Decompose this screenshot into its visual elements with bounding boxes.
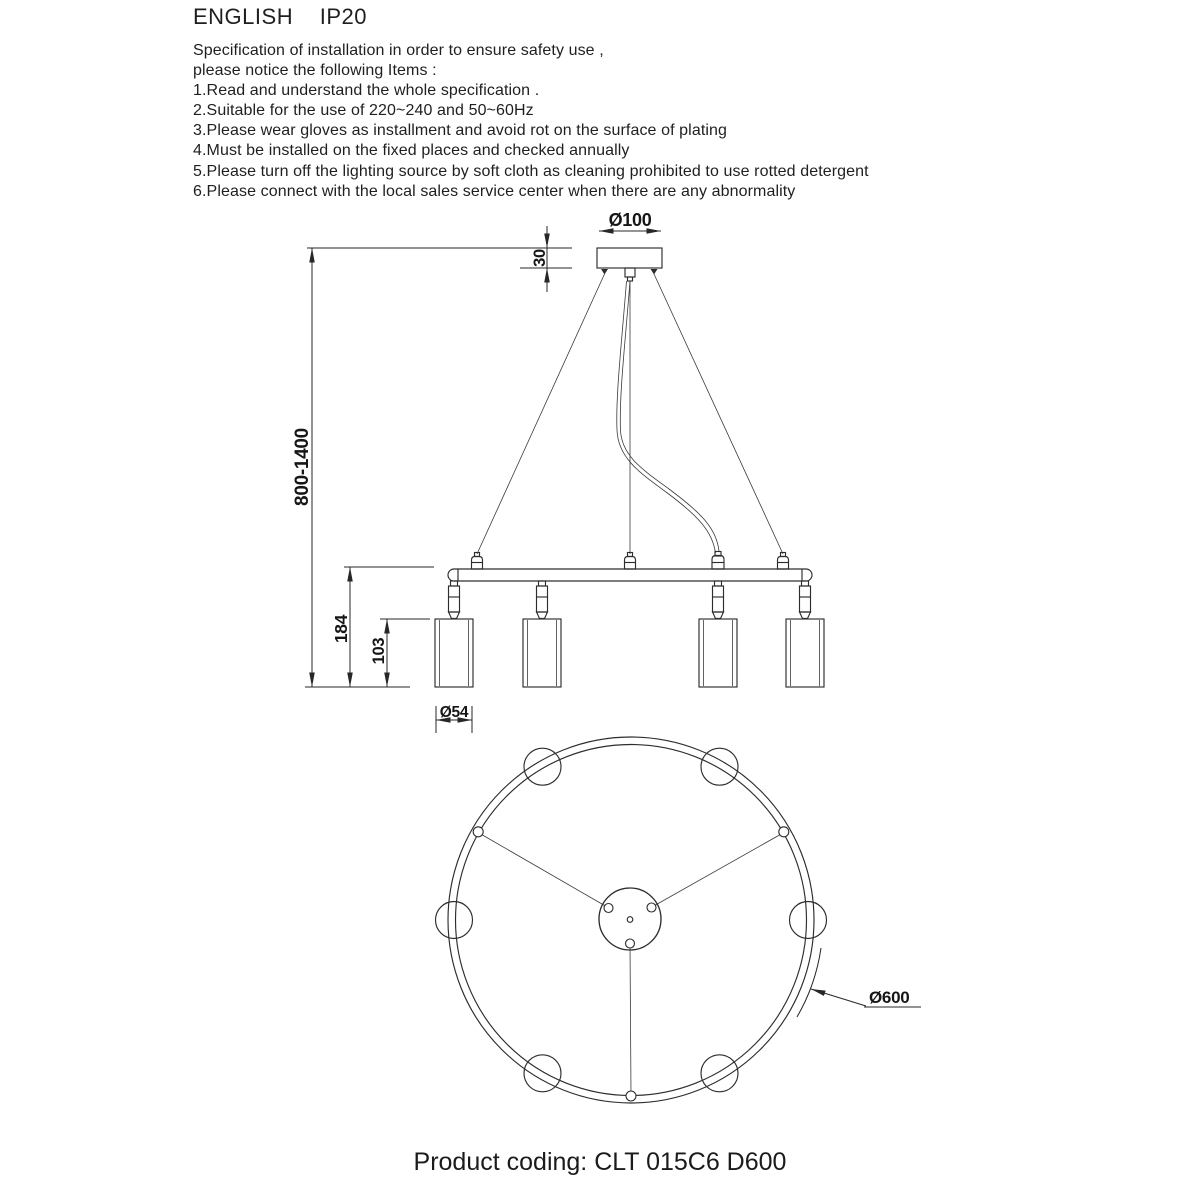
- suspension-range-label: 800-1400: [292, 428, 313, 506]
- dim-shade-diameter: [436, 704, 472, 733]
- ring-diameter-label: Ø600: [869, 988, 910, 1007]
- lamp-top-view-right: [790, 902, 827, 939]
- canopy-wire-anchor-right: [651, 269, 658, 275]
- canopy-cable-gland-nipple: [628, 277, 633, 281]
- suspension-spoke-upper-left: [479, 833, 608, 908]
- ceiling-canopy: [597, 248, 662, 268]
- suspension-knob-left: [472, 553, 483, 570]
- lamp-top-view-lower-right: [701, 1055, 738, 1092]
- language-label: ENGLISH: [193, 4, 294, 29]
- product-coding: Product coding: CLT 015C6 D600: [413, 1148, 787, 1176]
- spec-intro-line-2: please notice the following Items :: [193, 62, 437, 80]
- suspension-wire-left: [477, 274, 605, 554]
- spec-item-6: 6.Please connect with the local sales service center when there are any abnormality: [193, 182, 796, 200]
- ring-diameter-reference-arc: [797, 948, 821, 1017]
- shade-diameter-label: Ø54: [439, 704, 469, 721]
- dim-canopy-diameter: [599, 210, 661, 231]
- spoke-anchor-bottom: [626, 1091, 636, 1101]
- ring-bar-side-view: [448, 569, 812, 581]
- canopy-hole-upper-left: [604, 904, 613, 913]
- spec-item-1: 1.Read and understand the whole specification .: [193, 82, 540, 100]
- lamp-top-view-left: [436, 902, 473, 939]
- canopy-diameter-label: Ø100: [608, 210, 652, 230]
- spec-item-4: 4.Must be installed on the fixed places and checked annually: [193, 142, 630, 160]
- lamp-shade: [435, 619, 473, 687]
- dim-fixture-drop: [331, 567, 351, 687]
- lamp-shade: [699, 619, 737, 687]
- side-view-drawing: [292, 210, 824, 733]
- dim-shade-height: [370, 619, 388, 687]
- lamp-top-view-upper-left: [524, 748, 561, 785]
- power-cable-inner: [620, 281, 719, 551]
- lamp-top-view-upper-right: [701, 748, 738, 785]
- spoke-anchor-upper-left: [473, 827, 483, 837]
- dim-suspension-range: [292, 248, 313, 687]
- lamp-shade: [786, 619, 824, 687]
- power-cable-knob: [712, 552, 724, 570]
- spec-item-3: 3.Please wear gloves as installment and avoid rot on the surface of plating: [193, 122, 728, 140]
- lamp-shade: [523, 619, 561, 687]
- suspension-knob-center: [625, 553, 636, 570]
- ring-diameter-leader-line: [811, 989, 866, 1006]
- spec-item-2: 2.Suitable for the use of 220~240 and 50~60Hz: [193, 102, 534, 120]
- lamp-top-view-lower-left: [524, 1055, 561, 1092]
- ip-rating-label: IP20: [319, 4, 367, 29]
- lamp-holder-1: [435, 581, 473, 687]
- power-cable-outer: [617, 281, 716, 553]
- lamp-holder-4: [786, 581, 824, 687]
- spec-intro-line-1: Specification of installation in order to ensure safety use ,: [193, 42, 604, 59]
- lamp-holder-2: [523, 581, 561, 687]
- canopy-height-label: 30: [531, 249, 549, 267]
- dim-canopy-height: [531, 226, 549, 292]
- fixture-drop-label: 184: [331, 614, 351, 644]
- lamp-holder-3: [699, 581, 737, 687]
- suspension-wire-right: [654, 274, 783, 554]
- suspension-knob-right: [778, 553, 789, 570]
- canopy-hole-upper-right: [647, 903, 656, 912]
- shade-height-label: 103: [370, 637, 388, 665]
- suspension-spoke-bottom: [630, 944, 631, 1095]
- suspension-spoke-upper-right: [652, 833, 783, 907]
- canopy-hole-bottom: [626, 939, 635, 948]
- top-view-drawing: [436, 737, 922, 1103]
- canopy-wire-anchor-left: [601, 269, 608, 275]
- dim-ring-diameter: [797, 948, 921, 1017]
- spoke-anchor-upper-right: [779, 827, 789, 837]
- canopy-center-hole: [627, 917, 633, 923]
- canopy-cable-gland: [625, 268, 635, 277]
- spec-item-5: 5.Please turn off the lighting source by soft cloth as cleaning prohibited to use rotted detergent: [193, 162, 869, 180]
